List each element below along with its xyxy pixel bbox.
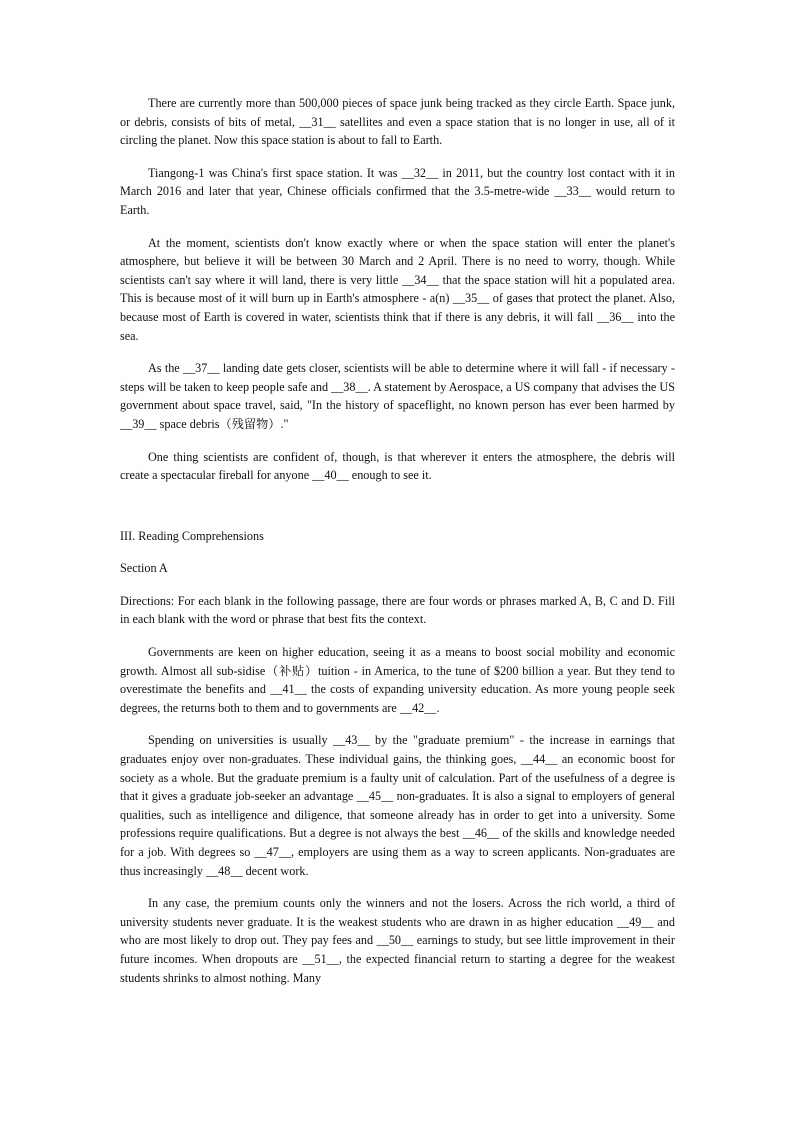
passage-cloze-space-junk <box>120 94 675 485</box>
paragraph: Tiangong-1 was China's first space station. It was __32__ in 2011, but the country lost contact with it in March 2016 and later that year, Chinese officials confirmed that the 3.5-metre-wide __33__ would return to Earth. <box>120 165 675 217</box>
paragraph: At the moment, scientists don't know exactly where or when the space station will enter the planet's atmosphere, but believe it will be between 30 March and 2 April. There is no need to worry, though. While scientists can't say where it will land, there is very little __34__ that the space station will hit a populated area. This is because most of it will burn up in Earth's atmosphere - a(n) __35__ of gases that protect the planet. Also, because most of Earth is covered in water, scientists think that if there is any debris, it will fall __36__ into the sea. <box>120 235 675 343</box>
directions: Directions: For each blank in the following passage, there are four words or phrases marked A, B, C and D. Fill in each blank with the word or phrase that best fits the context. <box>120 593 675 627</box>
paragraph: Spending on universities is usually __43__ by the "graduate premium" - the increase in earnings that graduates enjoy over non-graduates. These individual gains, the thinking goes, __44__ an economic boost for society as a whole. But the graduate premium is a faulty unit of calculation. Part of the usefulness of a degree is that it gives a graduate job-seeker an advantage __45__ non-graduates. It is also a signal to employers of general qualities, such as intelligence and diligence, that someone already has in order to get into a university. Some professions require qualifications. But a degree is not always the best __46__ of the skills and knowledge needed for a job. With degrees so __47__, employers are using them as a way to screen applicants. Non-graduates are thus increasingly __48__ decent work. <box>120 733 675 878</box>
paragraph: In any case, the premium counts only the winners and not the losers. Across the rich world, a third of university students never graduate. It is the weakest students who are drawn in as higher education __49__ and who are most likely to drop out. They pay fees and __50__ earnings to study, but see little improvement in their future incomes. When dropouts are __51__, the expected financial return to starting a degree for the weakest students shrinks to almost nothing. Many <box>120 896 675 985</box>
passage-cloze-higher-education <box>120 643 675 987</box>
document-page <box>120 94 675 987</box>
paragraph: One thing scientists are confident of, though, is that wherever it enters the atmosphere, the debris will create a spectacular fireball for anyone __40__ enough to see it. <box>120 449 675 483</box>
section-title: III. Reading Comprehensions <box>120 528 264 543</box>
paragraph: There are currently more than 500,000 pieces of space junk being tracked as they circle Earth. Space junk, or debris, consists of bits of metal, __31__ satellites and even a space station that is no longer in use, all of it circling the planet. Now this space station is about to fall to Earth. <box>120 96 675 148</box>
section-subtitle: Section A <box>120 561 168 576</box>
paragraph: Governments are keen on higher education, seeing it as a means to boost social mobility and economic growth. Almost all sub-sidise（补贴）tuition - in America, to the tune of $200 billion a year. But they tend to overestimate the benefits and __41__ the costs of expanding university education. As more young people seek degrees, the returns both to them and to governments are __42__. <box>120 645 675 715</box>
paragraph: As the __37__ landing date gets closer, scientists will be able to determine where it will fall - if necessary - steps will be taken to keep people safe and __38__. A statement by Aerospace, a US company that advises the US government about space travel, said, "In the history of spaceflight, no known person has ever been harmed by __39__ space debris（残留物）." <box>120 361 675 431</box>
